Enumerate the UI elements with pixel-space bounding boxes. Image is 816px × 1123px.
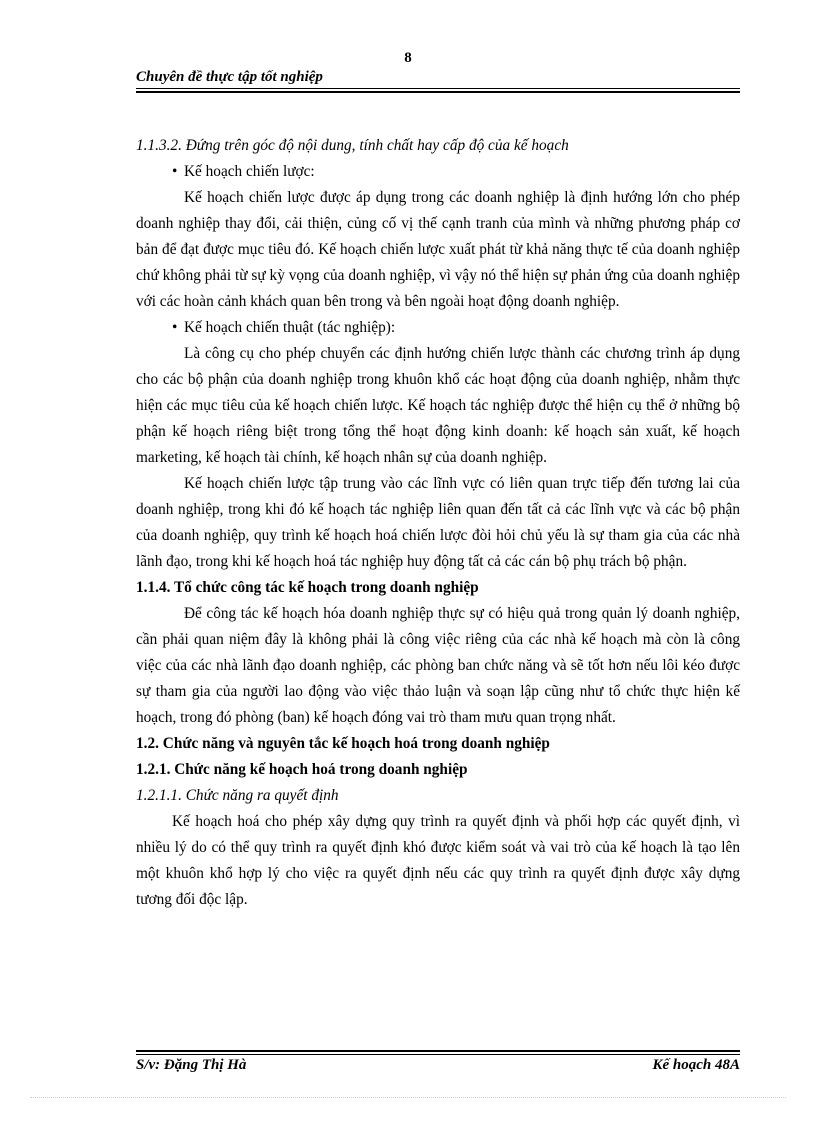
section-heading-121: 1.2.1. Chức năng kế hoạch hoá trong doanh nghiệp xyxy=(136,761,468,778)
header-rule-thick xyxy=(136,91,740,93)
paragraph-tactical: Là công cụ cho phép chuyển các định hướng chiến lược thành các chương trình áp dụng cho các bộ phận của doanh nghiệp trong khuôn khổ các hoạt động của doanh nghiệp, nhằm thực hiện các mục tiêu của kế hoạch chiến lược. Kế hoạch tác nghiệp được thể hiện cụ thể ở những bộ phận kế hoạch riêng biệt trong tổng thể hoạt động kinh doanh: kế hoạch sản xuất, kế hoạch marketing, kế hoạch tài chính, kế hoạch nhân sự của doanh nghiệp. xyxy=(136,345,740,466)
bullet-strategic-plan xyxy=(136,159,740,185)
bullet-label: Kế hoạch chiến thuật (tác nghiệp): xyxy=(184,319,396,336)
footer-class: Kế hoạch 48A xyxy=(652,1057,740,1073)
page-footer xyxy=(136,1057,740,1074)
footer-rule-thin xyxy=(136,1054,740,1055)
header-title: Chuyên đề thực tập tốt nghiệp xyxy=(136,69,323,85)
document-body xyxy=(136,133,740,913)
section-heading-12: 1.2. Chức năng và nguyên tắc kế hoạch hoá trong doanh nghiệp xyxy=(136,735,550,752)
section-heading-114: 1.1.4. Tổ chức công tác kế hoạch trong doanh nghiệp xyxy=(136,579,479,596)
footer-author: S/v: Đặng Thị Hà xyxy=(136,1057,247,1073)
bullet-tactical-plan xyxy=(136,315,740,341)
paragraph-comparison: Kế hoạch chiến lược tập trung vào các lĩnh vực có liên quan trực tiếp đến tương lai của doanh nghiệp, trong khi đó kế hoạch tác nghiệp liên quan đến tất cả các lĩnh vực và các bộ phận của doanh nghiệp, quy trình kế hoạch hoá chiến lược đòi hỏi chủ yếu là sự tham gia của các nhà lãnh đạo, trong khi kế hoạch hoá tác nghiệp huy động tất cả các cán bộ phụ trách bộ phận. xyxy=(136,475,740,570)
bullet-label: Kế hoạch chiến lược: xyxy=(184,163,315,180)
section-heading-1211: 1.2.1.1. Chức năng ra quyết định xyxy=(136,787,339,804)
bullet-icon: • xyxy=(172,319,178,336)
page-number: 8 xyxy=(404,50,412,66)
paragraph-strategic: Kế hoạch chiến lược được áp dụng trong các doanh nghiệp là định hướng lớn cho phép doanh nghiệp thay đổi, cải thiện, củng cố vị thế cạnh tranh của mình và những phương pháp cơ bản để đạt được mục tiêu đó. Kế hoạch chiến lược xuất phát từ khả năng thực tế của doanh nghiệp chứ không phải từ sự kỳ vọng của doanh nghiệp, vì vậy nó thể hiện sự phản ứng của doanh nghiệp với các hoàn cảnh khách quan bên trong và bên ngoài hoạt động doanh nghiệp. xyxy=(136,189,740,310)
paragraph-decision: Kế hoạch hoá cho phép xây dựng quy trình ra quyết định và phối hợp các quyết định, vì nhiều lý do có thể quy trình ra quyết định khó được kiểm soát và vai trò của kế hoạch là tạo lên một khuôn khổ hợp lý cho việc ra quyết định nếu các quy trình ra quyết định được xây dựng tương đối độc lập. xyxy=(136,813,740,908)
footer-rule-thick xyxy=(136,1050,740,1052)
header-rule-thin xyxy=(136,88,740,89)
bullet-icon: • xyxy=(172,163,178,180)
paragraph-organization: Để công tác kế hoạch hóa doanh nghiệp thực sự có hiệu quả trong quản lý doanh nghiệp, cần phải quan niệm đây là không phải là công việc riêng của các nhà kế hoạch mà còn là công việc của các nhà lãnh đạo doanh nghiệp, các phòng ban chức năng và sẽ tốt hơn nếu lôi kéo được sự tham gia của người lao động vào việc thảo luận và soạn lập cũng như tổ chức thực hiện kế hoạch, trong đó phòng (ban) kế hoạch đóng vai trò tham mưu quan trọng nhất. xyxy=(136,605,740,726)
page-bottom-dotted-line xyxy=(30,1097,786,1098)
section-heading-1132: 1.1.3.2. Đứng trên góc độ nội dung, tính chất hay cấp độ của kế hoạch xyxy=(136,137,569,154)
